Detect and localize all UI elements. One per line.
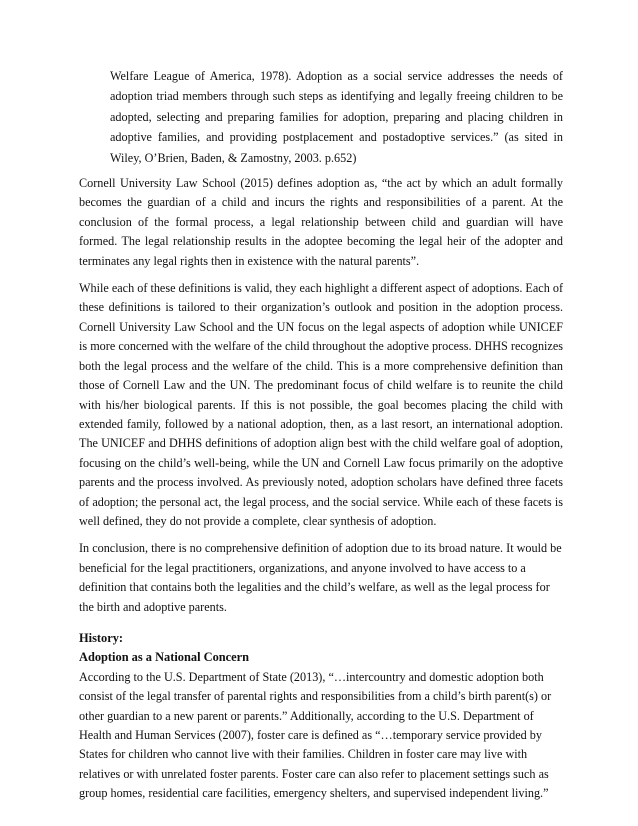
heading-national-concern: Adoption as a National Concern bbox=[79, 650, 250, 665]
paragraph-cornell-definition: Cornell University Law School (2015) defines adoption as, “the act by which an adult formally becomes the guardian of a child and incurs the rights and responsibilities of a parent. At the conclusion of the formal process, a legal relationship between child and guardian will have formed. The legal relationship results in the adoptee becoming the legal heir of the adopter and terminates any legal rights then in existence with the natural parents”. bbox=[79, 176, 563, 268]
block-quote: Welfare League of America, 1978). Adoption as a social service addresses the needs of adoption triad members through such steps as identifying and legally freeing children to be adopted, selecting and preparing families for adoption, preparing and placing children in adoptive families, and providing postplacement and postadoptive services.” (as sited in Wiley, O’Brien, Baden, & Zamostny, 2003. p.652) bbox=[110, 69, 563, 165]
history-section bbox=[79, 629, 563, 804]
paragraph-definitions-comparison: While each of these definitions is valid, they each highlight a different aspect of adoptions. Each of these definitions is tailored to their organization’s outlook and position in the adoption process. Cornell University Law School and the UN focus on the legal aspects of adoption while UNICEF is more concerned with the welfare of the child throughout the adoptive process. DHHS recognizes both the legal process and the welfare of the child. This is a more comprehensive definition than those of Cornell Law and the UN. The predominant focus of child welfare is to reunite the child with his/her biological parents. If this is not possible, the goal becomes placing the child with extended family, followed by a national adoption, then, as a last resort, an international adoption. The UNICEF and DHHS definitions of adoption align best with the child welfare goal of adoption, focusing on the child’s well-being, while the UN and Cornell Law focus primarily on the adoptive parents and the process involved. As previously noted, adoption scholars have defined three facets of adoption; the personal act, the legal process, and the social service. While each of these facets is well defined, they do not provide a complete, clear synthesis of adoption. bbox=[79, 281, 563, 528]
paragraph-conclusion: In conclusion, there is no comprehensive definition of adoption due to its broad nature. It would be beneficial for the legal practitioners, organizations, and anyone involved to have access to a definition that contains both the legalities and the child’s welfare, as well as the legal process for the birth and adoptive parents. bbox=[79, 541, 562, 614]
paragraph-history: According to the U.S. Department of State (2013), “…intercountry and domestic adoption both consist of the legal transfer of parental rights and responsibilities from a child’s birth parent(s) or other guardian to a new parent or parents.” Additionally, according to the U.S. Department of Health and Human Services (2007), foster care is defined as “…temporary service provided by States for children who cannot live with their families. Children in foster care may live with relatives or with unrelated foster parents. Foster care can also refer to placement settings such as group homes, residential care facilities, emergency shelters, and supervised independent living.” bbox=[79, 669, 552, 801]
heading-history: History: bbox=[79, 630, 124, 645]
document-page bbox=[79, 66, 563, 804]
